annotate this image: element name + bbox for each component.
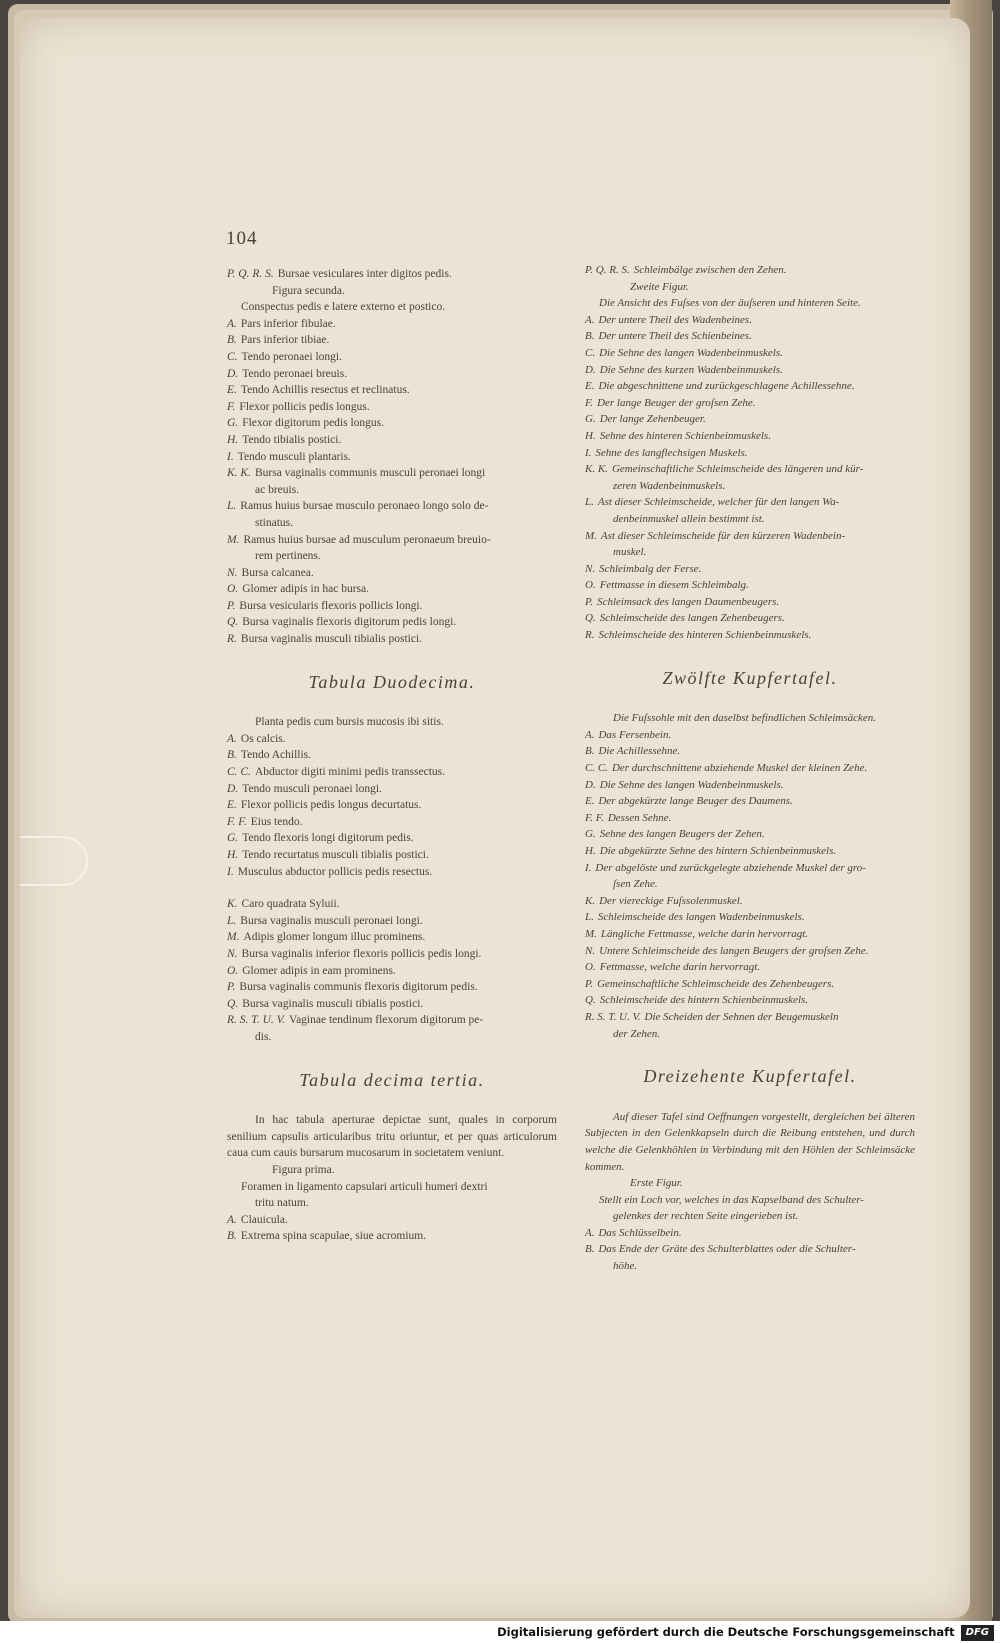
entry-text: Abductor digiti minimi pedis transsectus. [254, 766, 446, 779]
entry-text: Tendo Achillis. [240, 749, 312, 762]
entry-key: P. Q. R. S. [585, 264, 630, 276]
entry-text: Tendo recurtatus musculi tibialis postici. [242, 849, 429, 861]
german-section-3 [585, 1175, 915, 1275]
entry-text: Ramus huius bursae ad musculum peronaeum breuio- [243, 533, 491, 546]
legend-entry [227, 1012, 557, 1029]
legend-entry [585, 793, 915, 810]
entry-key: L. [227, 500, 237, 513]
entry-key: Q. [585, 612, 596, 625]
entry-text: Pars inferior fibulae. [240, 317, 336, 330]
entry-text: Sehne des langen Beugers der Zehen. [599, 828, 765, 841]
legend-entry [585, 826, 915, 843]
entry-text: Tendo Achillis resectus et reclinatus. [240, 384, 410, 397]
entry-key: O. [227, 964, 239, 977]
entry-text: Die Achillessehne. [598, 745, 681, 758]
entry-key: R. S. T. U. V. [227, 1014, 286, 1027]
german-section-2 [585, 727, 915, 1042]
entry-text: Das Ende der Gräte des Schulterblattes oder die Schulter- [598, 1243, 856, 1256]
entry-text: Bursa vaginalis communis flexoris digitorum pedis. [239, 981, 478, 994]
entry-text: Die Ansicht des Fuſses von der äuſseren und hinteren Seite. [599, 297, 861, 310]
legend-entry [585, 445, 915, 462]
entry-key: L. [585, 911, 594, 924]
entry-key: B. [227, 1230, 237, 1243]
entry-text: Glomer adipis in hac bursa. [242, 583, 369, 596]
entry-key: C. [227, 350, 238, 363]
legend-entry [227, 598, 557, 615]
entry-key: C. [585, 346, 596, 359]
legend-entry [585, 893, 915, 910]
text-line [227, 1179, 557, 1196]
entry-text: Bursa vaginalis inferior flexoris pollicis pedis longi. [241, 947, 482, 960]
entry-text: Vaginae tendinum flexorum digitorum pe- [289, 1014, 484, 1027]
entry-key: N. [227, 947, 238, 960]
entry-text: Figura secunda. [272, 284, 345, 297]
legend-entry [227, 864, 557, 881]
text-line [227, 283, 557, 300]
entry-key: M. [585, 529, 597, 542]
entry-key: C. C. [227, 766, 251, 779]
entry-key: K. [227, 898, 238, 911]
entry-key: M. [227, 533, 240, 546]
entry-key: G. [585, 828, 596, 841]
entry-key: O. [585, 961, 596, 974]
legend-entry [585, 577, 915, 594]
entry-key: F. F. [227, 815, 247, 828]
legend-entry [227, 963, 557, 980]
legend-entry [585, 1241, 915, 1258]
entry-key: I. [227, 865, 234, 878]
entry-key: B. [585, 330, 595, 343]
latin-section-3-paragraph: In hac tabula aperturae depictae sunt, quales in corporum senilium capsulis articularibus tritu oriuntur, et per quas articulorum caua cum cauis bursarum mucosarum in societatem veniunt. [227, 1114, 557, 1160]
entry-text: Musculus abductor pollicis pedis resectus. [237, 865, 433, 878]
entry-text: Der abgelöste und zurückgelegte abziehende Muskel der gro- [595, 861, 866, 874]
entry-text: Die Sehne des langen Wadenbeinmuskels. [599, 778, 784, 791]
entry-text: Die Scheiden der Sehnen der Beugemuskeln [644, 1010, 839, 1023]
entry-text: Die Sehne des kurzen Wadenbeinmuskels. [599, 363, 783, 376]
entry-text: Der durchschnittene abziehende Muskel der kleinen Zehe. [611, 762, 868, 775]
entry-text: denbeinmuskel allein bestimmt ist. [613, 512, 765, 525]
legend-entry [227, 979, 557, 996]
german-column [585, 262, 915, 1275]
entry-text: Tendo peronaei longi. [241, 350, 342, 363]
entry-text: höhe. [613, 1260, 638, 1273]
entry-key: K. K. [585, 463, 608, 476]
entry-text: Tendo peronaei breuis. [242, 367, 348, 380]
entry-text: Ast dieser Schleimscheide für den kürzeren Wadenbein- [600, 529, 846, 542]
latin-section-3 [227, 1162, 557, 1245]
legend-entry [227, 631, 557, 648]
entry-text: Bursa vaginalis musculi tibialis postici. [242, 997, 424, 1010]
legend-entry [227, 565, 557, 582]
entry-text: Sehne des langflechsigen Muskels. [595, 446, 748, 459]
legend-entry [227, 316, 557, 333]
entry-text: gelenkes der rechten Seite eingerieben ist. [613, 1210, 799, 1223]
legend-entry [227, 797, 557, 814]
entry-text: Der viereckige Fuſssolenmuskel. [599, 894, 743, 907]
entry-key: H. [585, 845, 596, 857]
text-line [227, 1195, 557, 1212]
entry-key: E. [227, 799, 237, 812]
entry-text: Der abgekürzte lange Beuger des Daumens. [598, 795, 793, 808]
digitization-footer [0, 1621, 1000, 1643]
entry-key: H. [227, 849, 239, 861]
legend-entry [585, 959, 915, 976]
text-line [585, 1175, 915, 1192]
entry-text: Bursa vaginalis flexoris digitorum pedis longi. [242, 616, 457, 629]
text-line [227, 299, 557, 316]
german-section-1 [585, 262, 915, 644]
entry-key: A. [227, 732, 237, 745]
legend-entry [227, 913, 557, 930]
entry-key: F. [227, 400, 236, 413]
text-line [585, 1208, 915, 1225]
entry-key: P. [585, 977, 594, 990]
entry-text: der Zehen. [613, 1027, 661, 1040]
legend-entry [585, 362, 915, 379]
entry-text: Ast dieser Schleimscheide, welcher für den langen Wa- [597, 496, 840, 509]
entry-text: Die abgeschnittene und zurückgeschlagene Achillessehne. [598, 380, 855, 393]
footer-text: Digitalisierung gefördert durch die Deutsche Forschungsgemeinschaft [497, 1625, 955, 1639]
entry-text: Bursae vesiculares inter digitos pedis. [277, 268, 452, 280]
legend-entry [227, 1212, 557, 1229]
entry-key: L. [585, 496, 594, 509]
entry-key: B. [227, 334, 237, 347]
legend-entry [227, 847, 557, 864]
entry-text: Bursa vaginalis musculi tibialis postici. [240, 633, 423, 646]
entry-key: M. [227, 931, 240, 944]
legend-entry [227, 498, 557, 515]
entry-key: I. [585, 446, 592, 459]
legend-entry [585, 976, 915, 993]
text-line [585, 1258, 915, 1275]
entry-key: N. [585, 944, 596, 957]
legend-entry [585, 992, 915, 1009]
legend-entry [585, 943, 915, 960]
entry-key: O. [585, 579, 596, 592]
legend-entry [585, 777, 915, 794]
legend-entry [585, 610, 915, 627]
entry-text: Eius tendo. [250, 815, 303, 828]
entry-text: tritu natum. [255, 1197, 309, 1210]
legend-entry [585, 395, 915, 412]
german-section-3-paragraph: Auf dieser Tafel sind Oeffnungen vorgestellt, dergleichen bei älteren Subjecten in den Gelenkkapseln durch die Reibung entstehen, und durch welche die Gelenkhöhlen in Verbindung mit den Höhlen der Schleimsäcke kommen. [585, 1110, 915, 1173]
text-line [227, 1162, 557, 1179]
entry-text: Schleimbälge zwischen den Zehen. [633, 264, 787, 276]
entry-text: Zweite Figur. [630, 280, 689, 293]
legend-entry [227, 814, 557, 831]
entry-text: Längliche Fettmasse, welche darin hervorragt. [600, 927, 809, 940]
legend-entry [227, 465, 557, 482]
entry-text: Schleimbalg der Ferse. [599, 562, 702, 575]
entry-key: I. [227, 450, 234, 463]
entry-key: Q. [585, 994, 596, 1007]
text-line [585, 478, 915, 495]
entry-text: Die abgekürzte Sehne des hintern Schienbeinmuskels. [599, 845, 837, 857]
entry-text: Glomer adipis in eam prominens. [242, 964, 396, 977]
entry-text: zeren Wadenbeinmuskels. [613, 479, 726, 492]
latin-section-1 [227, 266, 557, 648]
legend-entry [585, 627, 915, 644]
entry-text: Adipis glomer longum illuc prominens. [243, 931, 426, 944]
legend-entry [585, 727, 915, 744]
entry-text: Tendo tibialis postici. [242, 433, 342, 446]
legend-entry [585, 345, 915, 362]
entry-key: D. [585, 778, 596, 791]
entry-key: H. [585, 429, 596, 442]
text-line [227, 515, 557, 532]
latin-heading-tabula-duodecima: Tabula Duodecima. [308, 671, 476, 692]
entry-text: Foramen in ligamento capsulari articuli humeri dextri [241, 1180, 488, 1193]
entry-text: Bursa vesicularis flexoris pollicis longi. [239, 599, 423, 612]
entry-key: P. [227, 981, 236, 994]
legend-entry [585, 328, 915, 345]
entry-text: Untere Schleimscheide des langen Beugers der groſsen Zehe. [599, 944, 869, 957]
entry-key: L. [227, 914, 237, 927]
entry-text: Gemeinschaftliche Schleimscheide des Zehenbeugers. [597, 977, 835, 990]
entry-text: Schleimscheide des langen Zehenbeugers. [599, 612, 785, 625]
entry-key: P. [227, 599, 236, 612]
legend-entry [585, 1009, 915, 1026]
entry-text: Fettmasse in diesem Schleimbalg. [599, 579, 749, 592]
legend-entry [227, 747, 557, 764]
entry-key: E. [227, 384, 237, 397]
entry-text: Extrema spina scapulae, siue acromium. [240, 1230, 427, 1243]
entry-key: A. [585, 728, 595, 741]
entry-text: dis. [255, 1030, 272, 1043]
legend-entry [585, 860, 915, 877]
entry-key: B. [585, 1243, 595, 1256]
legend-entry [585, 810, 915, 827]
entry-text: Erste Figur. [630, 1177, 683, 1190]
entry-text: Flexor digitorum pedis longus. [242, 417, 385, 430]
entry-key: N. [227, 566, 238, 579]
legend-entry [227, 432, 557, 449]
entry-text: Das Fersenbein. [598, 728, 672, 741]
legend-entry [227, 896, 557, 913]
entry-text: Sehne des hinteren Schienbeinmuskels. [599, 429, 771, 442]
text-line [585, 295, 915, 312]
legend-entry [585, 843, 915, 860]
entry-text: Der lange Beuger der groſsen Zehe. [597, 396, 756, 409]
entry-key: R. S. T. U. V. [585, 1010, 641, 1023]
latin-section-2-intro: Planta pedis cum bursis mucosis ibi sitis. [255, 716, 444, 729]
text-line [585, 1192, 915, 1209]
entry-key: M. [585, 927, 597, 940]
entry-key: N. [585, 562, 596, 575]
legend-entry [227, 929, 557, 946]
entry-text: Schleimscheide des langen Wadenbeinmuskels. [597, 911, 805, 924]
entry-key: D. [227, 782, 239, 795]
entry-key: B. [585, 745, 595, 758]
legend-entry [227, 349, 557, 366]
text-line [585, 279, 915, 296]
entry-text: Clauicula. [240, 1213, 288, 1226]
entry-text: Der lange Zehenbeuger. [599, 413, 706, 426]
entry-key: Q. [227, 616, 239, 629]
latin-section-2b [227, 896, 557, 1045]
legend-entry [585, 760, 915, 777]
legend-entry [585, 1225, 915, 1242]
dfg-logo: DFG [961, 1625, 994, 1641]
entry-key: D. [227, 367, 239, 380]
legend-entry [227, 946, 557, 963]
entry-text: Schleimscheide des hinteren Schienbeinmuskels. [598, 629, 812, 642]
legend-entry [227, 366, 557, 383]
entry-key: R. [227, 633, 237, 646]
entry-key: A. [585, 1226, 595, 1239]
text-line [585, 544, 915, 561]
text-line [585, 511, 915, 528]
legend-entry [227, 731, 557, 748]
text-line [227, 1029, 557, 1046]
entry-key: O. [227, 583, 239, 596]
legend-entry [585, 743, 915, 760]
legend-entry [227, 581, 557, 598]
entry-key: P. Q. R. S. [227, 268, 274, 280]
text-line [227, 548, 557, 565]
legend-entry [585, 494, 915, 511]
legend-entry [227, 614, 557, 631]
entry-text: Ramus huius bursae musculo peronaeo longo solo de- [240, 500, 489, 513]
entry-key: H. [227, 433, 239, 446]
entry-text: ſsen Zehe. [613, 878, 658, 891]
entry-text: Der untere Theil des Wadenbeines. [598, 313, 752, 326]
legend-entry [227, 332, 557, 349]
latin-heading-tabula-decima-tertia: Tabula decima tertia. [299, 1069, 485, 1090]
entry-key: D. [585, 363, 596, 376]
entry-text: Stellt ein Loch vor, welches in das Kapselband des Schulter- [599, 1193, 864, 1206]
legend-entry [585, 378, 915, 395]
entry-key: C. C. [585, 762, 608, 775]
german-heading-dreizehente-kupfertafel: Dreizehente Kupfertafel. [643, 1066, 857, 1087]
entry-key: P. [585, 595, 594, 608]
entry-key: E. [585, 380, 595, 393]
spacer [227, 880, 557, 896]
entry-key: I. [585, 861, 592, 874]
entry-text: Conspectus pedis e latere externo et postico. [241, 301, 446, 314]
entry-text: Flexor pollicis pedis longus. [239, 400, 370, 413]
entry-text: Die Sehne des langen Wadenbeinmuskels. [599, 346, 783, 359]
entry-key: A. [227, 317, 237, 330]
legend-entry [585, 561, 915, 578]
entry-text: Tendo musculi peronaei longi. [242, 782, 382, 795]
entry-text: Tendo flexoris longi digitorum pedis. [242, 832, 414, 845]
entry-text: Pars inferior tibiae. [240, 334, 330, 347]
text-line [585, 876, 915, 893]
legend-entry [227, 382, 557, 399]
entry-key: F. [585, 396, 594, 409]
entry-key: A. [585, 313, 595, 326]
legend-entry [585, 926, 915, 943]
entry-key: G. [227, 417, 239, 430]
legend-entry [227, 781, 557, 798]
german-heading-zwoelfte-kupfertafel: Zwölfte Kupfertafel. [662, 667, 838, 688]
entry-key: R. [585, 629, 595, 642]
entry-text: Schleimsack des langen Daumenbeugers. [597, 595, 780, 608]
entry-key: G. [585, 413, 596, 426]
entry-key: B. [227, 749, 237, 762]
legend-entry [585, 312, 915, 329]
entry-key: F. F. [585, 811, 604, 824]
entry-text: rem pertinens. [255, 550, 321, 563]
text-line [227, 482, 557, 499]
entry-text: Figura prima. [272, 1163, 335, 1176]
entry-text: Das Schlüsselbein. [598, 1226, 682, 1239]
entry-key: K. K. [227, 467, 251, 480]
entry-text: Tendo musculi plantaris. [237, 450, 351, 463]
legend-entry [227, 996, 557, 1013]
entry-key: K. [585, 894, 596, 907]
text-line [585, 1026, 915, 1043]
entry-text: Fettmasse, welche darin hervorragt. [599, 961, 761, 974]
page-tab-marker [20, 836, 88, 886]
legend-entry [227, 266, 557, 283]
legend-entry [585, 262, 915, 279]
entry-text: Bursa vaginalis communis musculi peronaei longi [254, 467, 486, 480]
legend-entry [227, 449, 557, 466]
latin-column [227, 266, 557, 1245]
legend-entry [227, 399, 557, 416]
entry-key: G. [227, 832, 239, 845]
entry-key: Q. [227, 997, 239, 1010]
entry-text: Schleimscheide des hintern Schienbeinmuskels. [599, 994, 809, 1007]
entry-key: E. [585, 795, 595, 808]
entry-text: Flexor pollicis pedis longus decurtatus. [240, 799, 422, 812]
legend-entry [227, 1228, 557, 1245]
legend-entry [585, 428, 915, 445]
legend-entry [585, 909, 915, 926]
entry-text: Der untere Theil des Schienbeines. [598, 330, 752, 343]
page-number: 104 [226, 228, 258, 249]
entry-text: Caro quadrata Syluii. [241, 898, 340, 911]
legend-entry [227, 830, 557, 847]
german-section-2-intro: Die Fuſssohle mit den daselbst befindlichen Schleimsäcken. [613, 712, 877, 725]
legend-entry [227, 764, 557, 781]
entry-text: Dessen Sehne. [607, 811, 672, 824]
entry-key: A. [227, 1213, 237, 1226]
legend-entry [227, 415, 557, 432]
entry-text: ac breuis. [255, 483, 300, 496]
latin-section-2a [227, 731, 557, 880]
legend-entry [585, 461, 915, 478]
entry-text: stinatus. [255, 516, 294, 529]
entry-text: Gemeinschaftliche Schleimscheide des längeren und kür- [611, 463, 864, 476]
entry-text: Bursa vaginalis musculi peronaei longi. [240, 914, 423, 927]
entry-text: Bursa calcanea. [241, 566, 314, 579]
legend-entry [585, 528, 915, 545]
entry-text: muskel. [613, 546, 647, 559]
legend-entry [585, 594, 915, 611]
legend-entry [585, 411, 915, 428]
legend-entry [227, 532, 557, 549]
entry-text: Os calcis. [240, 732, 286, 745]
